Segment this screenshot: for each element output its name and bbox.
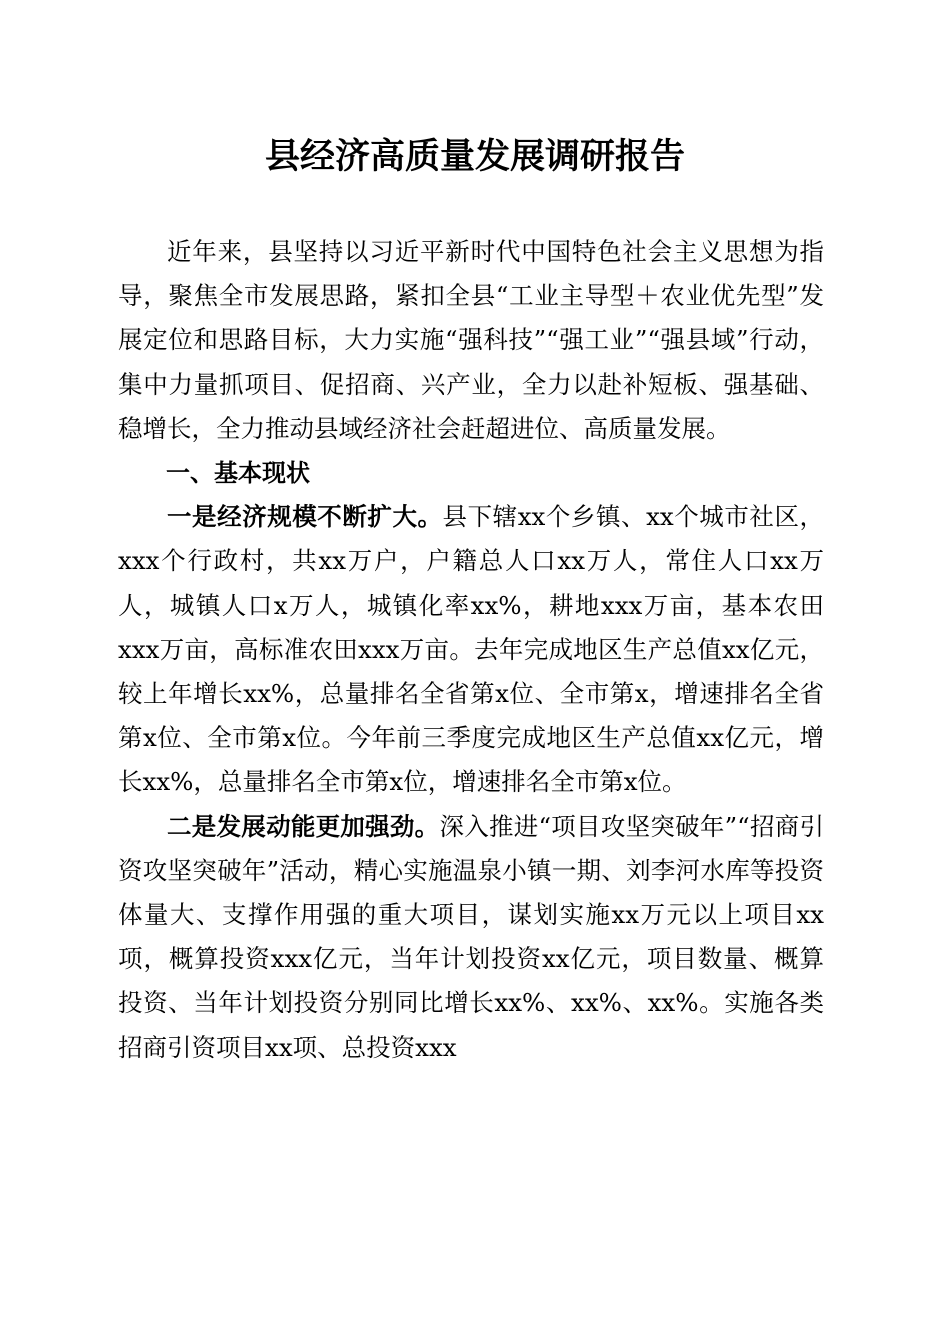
intro-paragraph: 近年来，县坚持以习近平新时代中国特色社会主义思想为指导，聚焦全市发展思路，紧扣全县“工业主导型＋农业优先型”发展定位和思路目标，大力实施“强科技”“强工业”“强县域”行动，集中力量抓项目、促招商、兴产业，全力以赴补短板、强基础、稳增长，全力推动县域经济社会赶超进位、高质量发展。 [118, 237, 824, 443]
point-1-paragraph [118, 495, 824, 804]
point-2-lead: 二是发展动能更加强劲。 [167, 811, 440, 841]
document-title: 县经济高质量发展调研报告 [264, 136, 685, 177]
point-1-body: 县下辖xx个乡镇、xx个城市社区，xxx个行政村，共xx万户，户籍总人口xx万人，常住人口xx万人，城镇人口x万人，城镇化率xx%，耕地xxx万亩，基本农田xxx万亩，高标准农田xxx万亩。去年完成地区生产总值xx亿元，较上年增长xx%，总量排名全省第x位、全市第x，增速排名全省第x位、全市第x位。今年前三季度完成地区生产总值xx亿元，增长xx%，总量排名全市第x位，增速排名全市第x位。 [118, 502, 824, 797]
document-body [118, 230, 824, 1070]
point-1-lead: 一是经济规模不断扩大。 [167, 502, 443, 532]
point-2-paragraph [118, 805, 824, 1070]
point-2-body: 深入推进“项目攻坚突破年”“招商引资攻坚突破年”活动，精心实施温泉小镇一期、刘李河水库等投资体量大、支撑作用强的重大项目，谋划实施xx万元以上项目xx项，概算投资xxx亿元，当年计划投资xx亿元，项目数量、概算投资、当年计划投资分别同比增长xx%、xx%、xx%。实施各类招商引资项目xx项、总投资xxx [118, 811, 825, 1062]
section-heading-basic-status: 一、基本现状 [166, 459, 310, 488]
